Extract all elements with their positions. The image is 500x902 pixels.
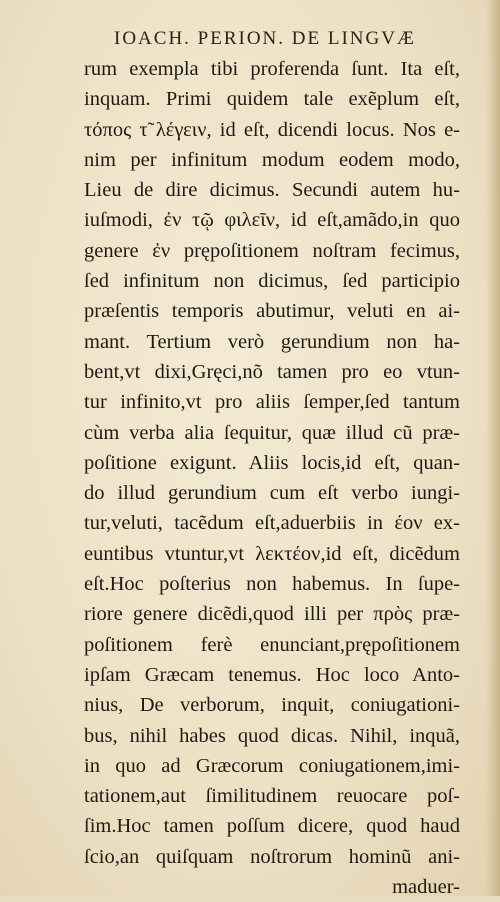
text-line: rum exempla tibi proferenda ſunt. Ita eſt, xyxy=(84,58,460,80)
running-head: IOACH. PERION. DE LINGVÆ xyxy=(114,28,416,49)
text-line: do illud gerundium cum eſt verbo iungi- xyxy=(84,482,460,505)
text-line: τόπος τ̃ λέγειν, id eſt, dicendi locus. Nos e- xyxy=(84,118,460,141)
text-line: poſitionem ferè enunciant,prępoſitionem xyxy=(84,633,460,656)
text-line: ſed infinitum non dicimus, ſed participio xyxy=(84,270,460,293)
text-line: iuſmodi, ἐν τῷ φιλεῖν, id eſt,amãdo,in quo xyxy=(84,209,460,232)
text-line: genere ἐν prępoſitionem noſtram fecimus, xyxy=(84,239,460,262)
text-line: mant. Tertium verò gerundium non ha- xyxy=(84,330,460,353)
text-line: in quo ad Græcorum coniugationem,imi- xyxy=(84,754,460,777)
text-line: tur infinito,vt pro aliis ſemper,ſed tantum xyxy=(84,391,460,414)
text-line: ſim.Hoc tamen poſſum dicere, quod haud xyxy=(84,815,460,838)
text-line: cùm verba alia ſequitur, quæ illud cũ præ- xyxy=(84,421,460,444)
text-line: eſt.Hoc poſterius non habemus. In ſupe- xyxy=(84,573,460,596)
text-line: præſentis temporis abutimur, veluti en ai- xyxy=(84,300,460,323)
text-line: euntibus vtuntur,vt λεκτέον,id eſt, dicẽdum xyxy=(84,542,460,565)
text-line: riore genere dicẽdi,quod illi per πρὸς præ- xyxy=(84,603,460,626)
text-line: inquam. Primi quidem tale exẽplum eſt, xyxy=(84,88,460,111)
body-text xyxy=(84,54,460,902)
catchword: maduer- xyxy=(392,876,460,899)
text-line: nim per infinitum modum eodem modo, xyxy=(84,148,460,171)
text-line: Lieu de dire dicimus. Secundi autem hu- xyxy=(84,179,460,202)
text-line: bus, nihil habes quod dicas. Nihil, inquã, xyxy=(84,724,460,747)
text-line: bent,vt dixi,Gręci,nõ tamen pro eo vtun- xyxy=(84,360,460,383)
text-line: tur,veluti, tacẽdum eſt,aduerbiis in έον ex- xyxy=(84,512,460,535)
page-edge-shadow xyxy=(486,0,500,896)
text-line: tationem,aut ſimilitudinem reuocare poſ- xyxy=(84,785,460,808)
text-line: ſcio,an quiſquam noſtrorum hominũ ani- xyxy=(84,845,460,868)
text-line: poſitione exigunt. Aliis locis,id eſt, quan- xyxy=(84,451,460,474)
text-line: ipſam Græcam tenemus. Hoc loco Anto- xyxy=(84,663,460,686)
text-line: nius, De verborum, inquit, coniugationi- xyxy=(84,694,460,717)
